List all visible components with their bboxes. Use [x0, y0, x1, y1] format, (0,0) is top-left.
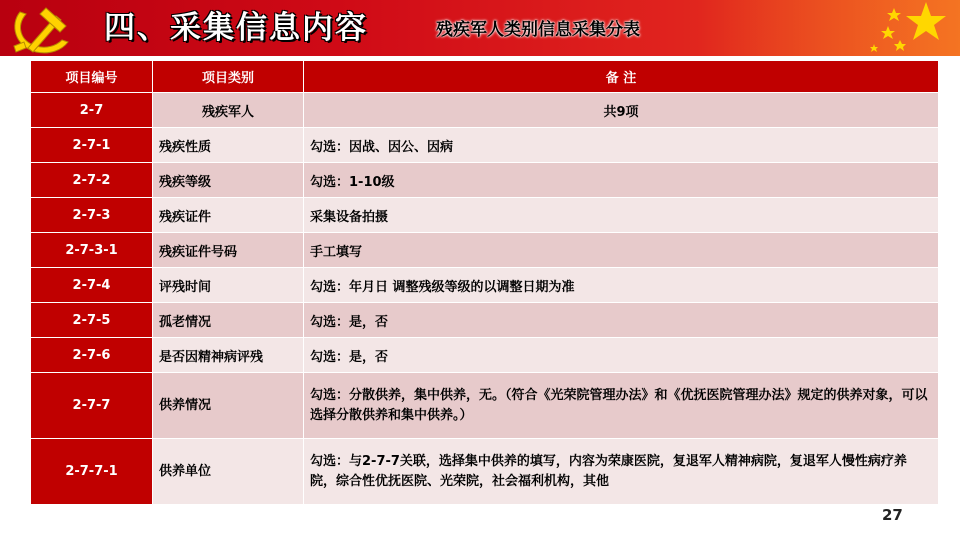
row-note: 共9项 — [304, 93, 939, 128]
table-row — [31, 198, 939, 233]
table-row — [31, 93, 939, 128]
row-note: 勾选：是，否 — [304, 338, 939, 373]
row-category: 供养情况 — [153, 373, 304, 439]
row-note: 采集设备拍摄 — [304, 198, 939, 233]
row-category: 孤老情况 — [153, 303, 304, 338]
row-note: 勾选：分散供养，集中供养，无。（符合《光荣院管理办法》和《优抚医院管理办法》规定的供养对象，可以选择分散供养和集中供养。） — [304, 373, 939, 439]
header-code: 项目编号 — [31, 61, 153, 93]
row-code: 2-7-5 — [31, 303, 153, 338]
slide-subtitle: 残疾军人类别信息采集分表 — [436, 20, 640, 40]
row-code: 2-7-1 — [31, 128, 153, 163]
row-code: 2-7-7 — [31, 373, 153, 439]
table-row — [31, 268, 939, 303]
header-category: 项目类别 — [153, 61, 304, 93]
header-note: 备 注 — [304, 61, 939, 93]
row-code: 2-7-3 — [31, 198, 153, 233]
row-category: 评残时间 — [153, 268, 304, 303]
row-category: 供养单位 — [153, 439, 304, 505]
table-row — [31, 128, 939, 163]
row-code: 2-7-7-1 — [31, 439, 153, 505]
gold-stars-icon — [844, 0, 954, 56]
table-header-row — [31, 61, 939, 93]
hammer-sickle-emblem-icon — [6, 2, 78, 58]
row-note: 勾选：1-10级 — [304, 163, 939, 198]
table-row — [31, 303, 939, 338]
table-row — [31, 373, 939, 439]
row-code: 2-7-2 — [31, 163, 153, 198]
row-category: 残疾等级 — [153, 163, 304, 198]
row-category: 残疾证件号码 — [153, 233, 304, 268]
row-note: 手工填写 — [304, 233, 939, 268]
table-row — [31, 163, 939, 198]
row-category: 是否因精神病评残 — [153, 338, 304, 373]
table-row — [31, 233, 939, 268]
row-note: 勾选：因战、因公、因病 — [304, 128, 939, 163]
page-number: 27 — [882, 506, 903, 524]
row-note: 勾选：年月日 调整残级等级的以调整日期为准 — [304, 268, 939, 303]
table-row — [31, 338, 939, 373]
row-code: 2-7-3-1 — [31, 233, 153, 268]
row-note: 勾选：是，否 — [304, 303, 939, 338]
table-row — [31, 439, 939, 505]
slide-title: 四、采集信息内容 — [104, 10, 368, 46]
row-category: 残疾性质 — [153, 128, 304, 163]
row-code: 2-7-4 — [31, 268, 153, 303]
row-code: 2-7-6 — [31, 338, 153, 373]
row-code: 2-7 — [31, 93, 153, 128]
info-table — [30, 60, 939, 505]
row-category: 残疾证件 — [153, 198, 304, 233]
row-category: 残疾军人 — [153, 93, 304, 128]
row-note: 勾选：与2-7-7关联，选择集中供养的填写，内容为荣康医院，复退军人精神病院，复退军人慢性病疗养院，综合性优抚医院、光荣院，社会福利机构，其他 — [304, 439, 939, 505]
